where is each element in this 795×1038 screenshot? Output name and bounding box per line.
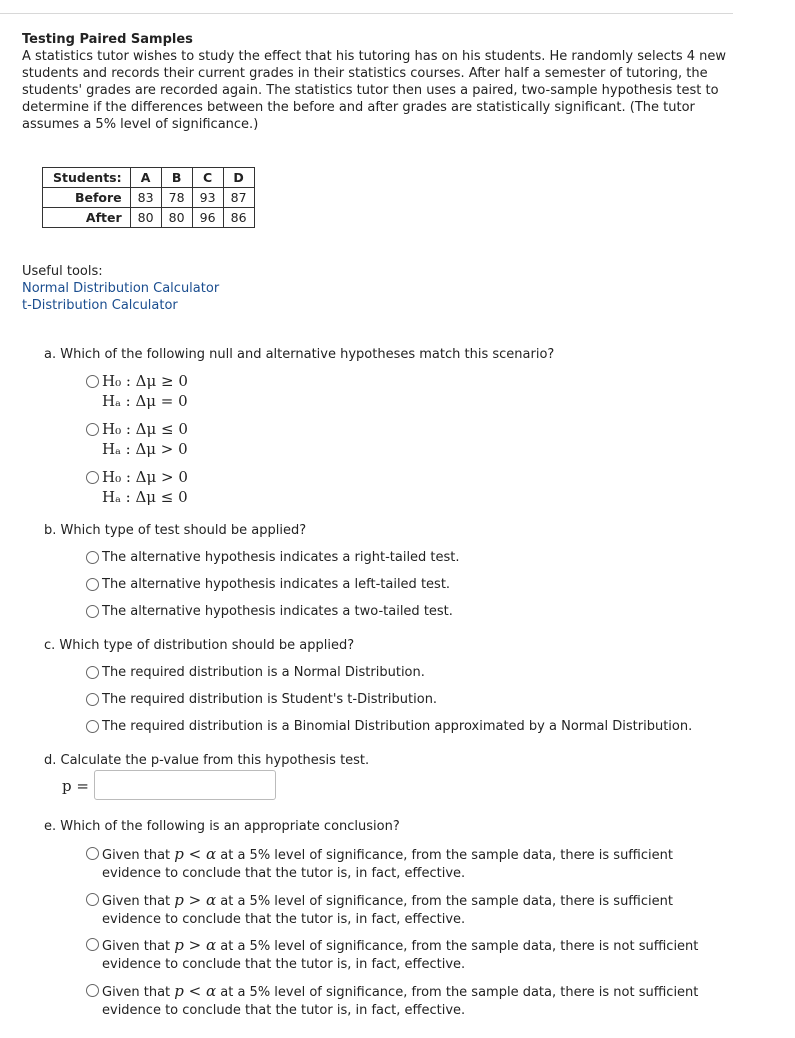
table-row <box>43 208 255 228</box>
problem-title: Testing Paired Samples <box>22 32 193 47</box>
conclusion-option[interactable] <box>86 891 726 929</box>
table-student: B <box>161 168 192 188</box>
normal-distribution-calculator-link[interactable]: Normal Distribution Calculator <box>22 281 220 296</box>
radio-button[interactable] <box>86 893 99 906</box>
option-label: The alternative hypothesis indicates a left-tailed test. <box>102 577 451 592</box>
p-value-label: p = <box>62 777 89 795</box>
table-cell: 87 <box>223 188 254 208</box>
table-row-label: Before <box>43 188 131 208</box>
table-cell: 80 <box>130 208 161 228</box>
alt-hypothesis: Hₐ : Δμ ≤ 0 <box>102 488 188 506</box>
option-label: Given that p < α at a 5% level of significance, from the sample data, there is sufficient evidence to conclude that the tutor is, in fact, effective. <box>102 845 673 881</box>
top-divider <box>0 13 733 14</box>
question-c: c. Which type of distribution should be applied? <box>44 638 355 653</box>
null-hypothesis: H₀ : Δμ ≥ 0 <box>102 372 188 390</box>
test-type-option[interactable] <box>86 549 460 567</box>
question-e: e. Which of the following is an appropriate conclusion? <box>44 819 400 834</box>
alt-hypothesis: Hₐ : Δμ = 0 <box>102 392 188 410</box>
option-label: Given that p > α at a 5% level of significance, from the sample data, there is sufficient evidence to conclude that the tutor is, in fact, effective. <box>102 891 673 927</box>
option-label: The required distribution is a Normal Distribution. <box>102 665 425 680</box>
alt-hypothesis: Hₐ : Δμ > 0 <box>102 440 188 458</box>
radio-button[interactable] <box>86 938 99 951</box>
option-label: The required distribution is Student's t-Distribution. <box>102 692 438 707</box>
radio-button[interactable] <box>86 605 99 618</box>
question-a: a. Which of the following null and alternative hypotheses match this scenario? <box>44 347 555 362</box>
table-header-label: Students: <box>43 168 131 188</box>
radio-button[interactable] <box>86 666 99 679</box>
conclusion-option[interactable] <box>86 936 726 974</box>
t-distribution-calculator-link[interactable]: t-Distribution Calculator <box>22 298 178 313</box>
hypothesis-text <box>102 371 188 411</box>
table-student: D <box>223 168 254 188</box>
useful-tools-label: Useful tools: <box>22 264 103 279</box>
p-value-input[interactable] <box>94 770 276 800</box>
hypothesis-text <box>102 419 188 459</box>
useful-tools <box>22 263 219 314</box>
distribution-option[interactable] <box>86 718 692 736</box>
radio-button[interactable] <box>86 693 99 706</box>
option-label: Given that p < α at a 5% level of significance, from the sample data, there is not sufficient evidence to conclude that the tutor is, in fact, effective. <box>102 982 699 1018</box>
table-student: A <box>130 168 161 188</box>
radio-button[interactable] <box>86 423 99 436</box>
problem-intro <box>22 31 742 133</box>
table-cell: 80 <box>161 208 192 228</box>
problem-description: A statistics tutor wishes to study the effect that his tutoring has on his students. He randomly selects 4 new students and records their current grades in their statistics courses. After half a semester of tutoring, the students' grades are recorded again. The statistics tutor then uses a paired, two-sample hypothesis test to determine if the differences between the before and after grades are statistically significant. (The tutor assumes a 5% level of significance.) <box>22 49 727 132</box>
radio-button[interactable] <box>86 847 99 860</box>
null-hypothesis: H₀ : Δμ ≤ 0 <box>102 420 188 438</box>
grades-table <box>42 167 255 228</box>
table-cell: 93 <box>192 188 223 208</box>
conclusion-option[interactable] <box>86 982 726 1020</box>
question-d: d. Calculate the p-value from this hypothesis test. <box>44 753 370 768</box>
option-label: The alternative hypothesis indicates a right-tailed test. <box>102 550 460 565</box>
test-type-option[interactable] <box>86 603 453 621</box>
radio-button[interactable] <box>86 375 99 388</box>
question-b: b. Which type of test should be applied? <box>44 523 307 538</box>
hypothesis-option[interactable] <box>86 467 188 507</box>
hypothesis-option[interactable] <box>86 371 188 411</box>
option-label: Given that p > α at a 5% level of significance, from the sample data, there is not sufficient evidence to conclude that the tutor is, in fact, effective. <box>102 936 699 972</box>
table-cell: 83 <box>130 188 161 208</box>
null-hypothesis: H₀ : Δμ > 0 <box>102 468 188 486</box>
table-header-row <box>43 168 255 188</box>
table-row-label: After <box>43 208 131 228</box>
table-cell: 78 <box>161 188 192 208</box>
test-type-option[interactable] <box>86 576 450 594</box>
radio-button[interactable] <box>86 984 99 997</box>
hypothesis-text <box>102 467 188 507</box>
table-cell: 86 <box>223 208 254 228</box>
radio-button[interactable] <box>86 720 99 733</box>
radio-button[interactable] <box>86 578 99 591</box>
radio-button[interactable] <box>86 471 99 484</box>
hypothesis-option[interactable] <box>86 419 188 459</box>
distribution-option[interactable] <box>86 691 437 709</box>
table-row <box>43 188 255 208</box>
table-cell: 96 <box>192 208 223 228</box>
option-label: The alternative hypothesis indicates a two-tailed test. <box>102 604 453 619</box>
distribution-option[interactable] <box>86 664 425 682</box>
option-label: The required distribution is a Binomial Distribution approximated by a Normal Distribution. <box>102 719 693 734</box>
radio-button[interactable] <box>86 551 99 564</box>
table-student: C <box>192 168 223 188</box>
conclusion-option[interactable] <box>86 845 726 883</box>
